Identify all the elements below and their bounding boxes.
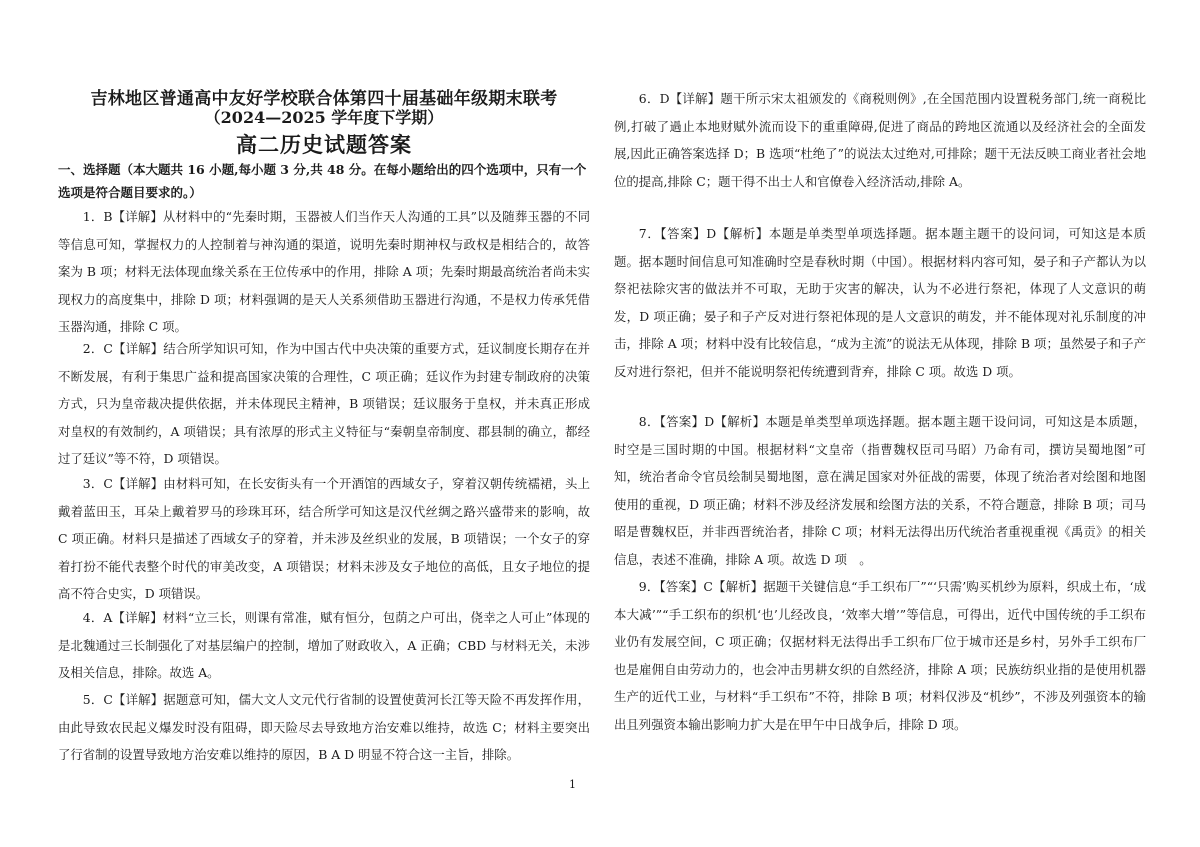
exam-title: 吉林地区普通高中友好学校联合体第四十届基础年级期末联考: [90, 89, 558, 109]
answer-3: 3．C【详解】由材料可知，在长安街头有一个开酒馆的西域女子，穿着汉朝传统襦裙，头上戴着蓝田玉，耳朵上戴着罗马的珍珠耳环，结合所学可知这是汉代丝绸之路兴盛带来的影响，故 C 项正确。材料只是描述了西域女子的穿着，并未涉及丝织业的发展，B 项错误；一个女子的穿着打扮不能代表整个时代的审美改变，A 项错误；材料未涉及女子地位的高低，且女子地位的提高不符合史实，D 项错误。: [58, 476, 590, 602]
answer-6: 6．D【详解】题干所示宋太祖颁发的《商税则例》,在全国范围内设置税务部门,统一商税比例,打破了過止本地财赋外流而设下的重重障碍,促进了商品的跨地区流通以及经济社会的全面发展,因此正确答案选择 D；B 选项“杜绝了”的说法太过绝对,可排除；题干无法反映工商业者社会地位的提高,排除 C；题干得不出士人和官僚卷入经济活动,排除 A。: [614, 91, 1146, 189]
answer-7: 7．【答案】D【解析】本题是单类型单项选择题。据本题主题干的设问词，可知这是本质题。据本题时间信息可知准确时空是春秋时期（中国）。根据材料内容可知，晏子和子产都认为以祭祀祛除灾害的做法并不可取，无助于灾害的解决，认为不必进行祭祀，体现了人文意识的萌发，D 项正确；晏子和子产反对进行祭祀体现的是人文意识的萌发，并不能体现对礼乐制度的冲击，排除 A 项；材料中没有比较信息，“成为主流”的说法无从体现，排除 B 项；虽然晏子和子产反对进行祭祀，但并不能说明祭祀传统遭到背弃，排除 C 项。故选 D 项。: [614, 226, 1146, 379]
academic-year: （2024—2025 学年度下学期）: [204, 108, 444, 127]
answer-sheet-title: 高二历史试题答案: [236, 132, 412, 157]
answer-5: 5．C【详解】据题意可知，儒大文人文元代行省制的设置使黄河长江等天险不再发挥作用，由此导致农民起义爆发时没有阻碍，即天险尽去导致地方治安难以维持，故选 C；材料主要突出了行省制的设置导致地方治安难以维持的原因，B A D 明显不符合这一主旨，排除。: [58, 692, 590, 763]
answer-8: 8．【答案】D【解析】本题是单类型单项选择题。据本题主题干设问词，可知这是本质题，时空是三国时期的中国。根据材料“文皇帝（指曹魏权臣司马昭）乃命有司，撰访吴蜀地图”可知，统治者命令官员绘制吴蜀地图，意在满足国家对外征战的需要，体现了统治者对绘图和地图使用的重视，D 项正确；材料不涉及经济发展和绘图方法的关系，不符合题意，排除 B 项；司马昭是曹魏权臣，并非西晋统治者，排除 C 项；材料无法得出历代统治者重视重视《禹贡》的相关信息，表述不准确，排除 A 项。故选 D 项 。: [614, 414, 1146, 567]
section-heading: 一、选择题（本大题共 16 小题,每小题 3 分,共 48 分。在每小题给出的四个选项中，只有一个选项是符合题目要求的。）: [58, 162, 587, 200]
answer-9: 9．【答案】C【解析】据题干关键信息“手工织布厂”“‘只需’购买机纱为原料，织成土布，‘成本大减’”“手工织布的织机‘也’儿经改良，‘效率大增’”等信息，可得出，近代中国传统的手工织布业仍有发展空间，C 项正确；仅据材料无法得出手工织布厂位于城市还是乡村，另外手工织布厂也是雇佣自由劳动力的，也会冲击男耕女织的自然经济，排除 A 项；民族纺织业指的是使用机器生产的近代工业，与材料“手工织布”不符，排除 B 项；材料仅涉及“机纱”，不涉及列强资本的输出且列强资本输出影响力扩大是在甲午中日战争后，排除 D 项。: [614, 579, 1146, 732]
answer-2: 2．C【详解】结合所学知识可知，作为中国古代中央决策的重要方式，廷议制度长期存在并不断发展，有利于集思广益和提高国家决策的合理性，C 项正确；廷议作为封建专制政府的决策方式，只为皇帝裁决提供依据，并未体现民主精神，B 项错误；廷议服务于皇权，并未真正形成对皇权的有效制约，A 项错误；具有浓厚的形式主义特征与“秦朝皇帝制度、郡县制的确立，都经过了廷议”等不符，D 项错误。: [58, 341, 590, 467]
page-number: 1: [569, 778, 576, 791]
answer-1: 1．B【详解】从材料中的“先秦时期，玉器被人们当作天人沟通的工具”以及随葬玉器的不同等信息可知，掌握权力的人控制着与神沟通的渠道，说明先秦时期神权与政权是相结合的，故答案为 B 项；材料无法体现血缘关系在王位传承中的作用，排除 A 项；先秦时期最高统治者尚未实现权力的高度集中，排除 D 项；材料强调的是天人关系须借助玉器进行沟通，不是权力传承凭借玉器沟通，排除 C 项。: [58, 209, 590, 335]
answer-4: 4．A【详解】材料“立三长，则课有常准，赋有恒分，包荫之户可出，侥幸之人可止”体现的是北魏通过三长制强化了对基层编户的控制，增加了财政收入，A 正确；CBD 与材料无关，未涉及相关信息，排除。故选 A。: [58, 610, 590, 681]
